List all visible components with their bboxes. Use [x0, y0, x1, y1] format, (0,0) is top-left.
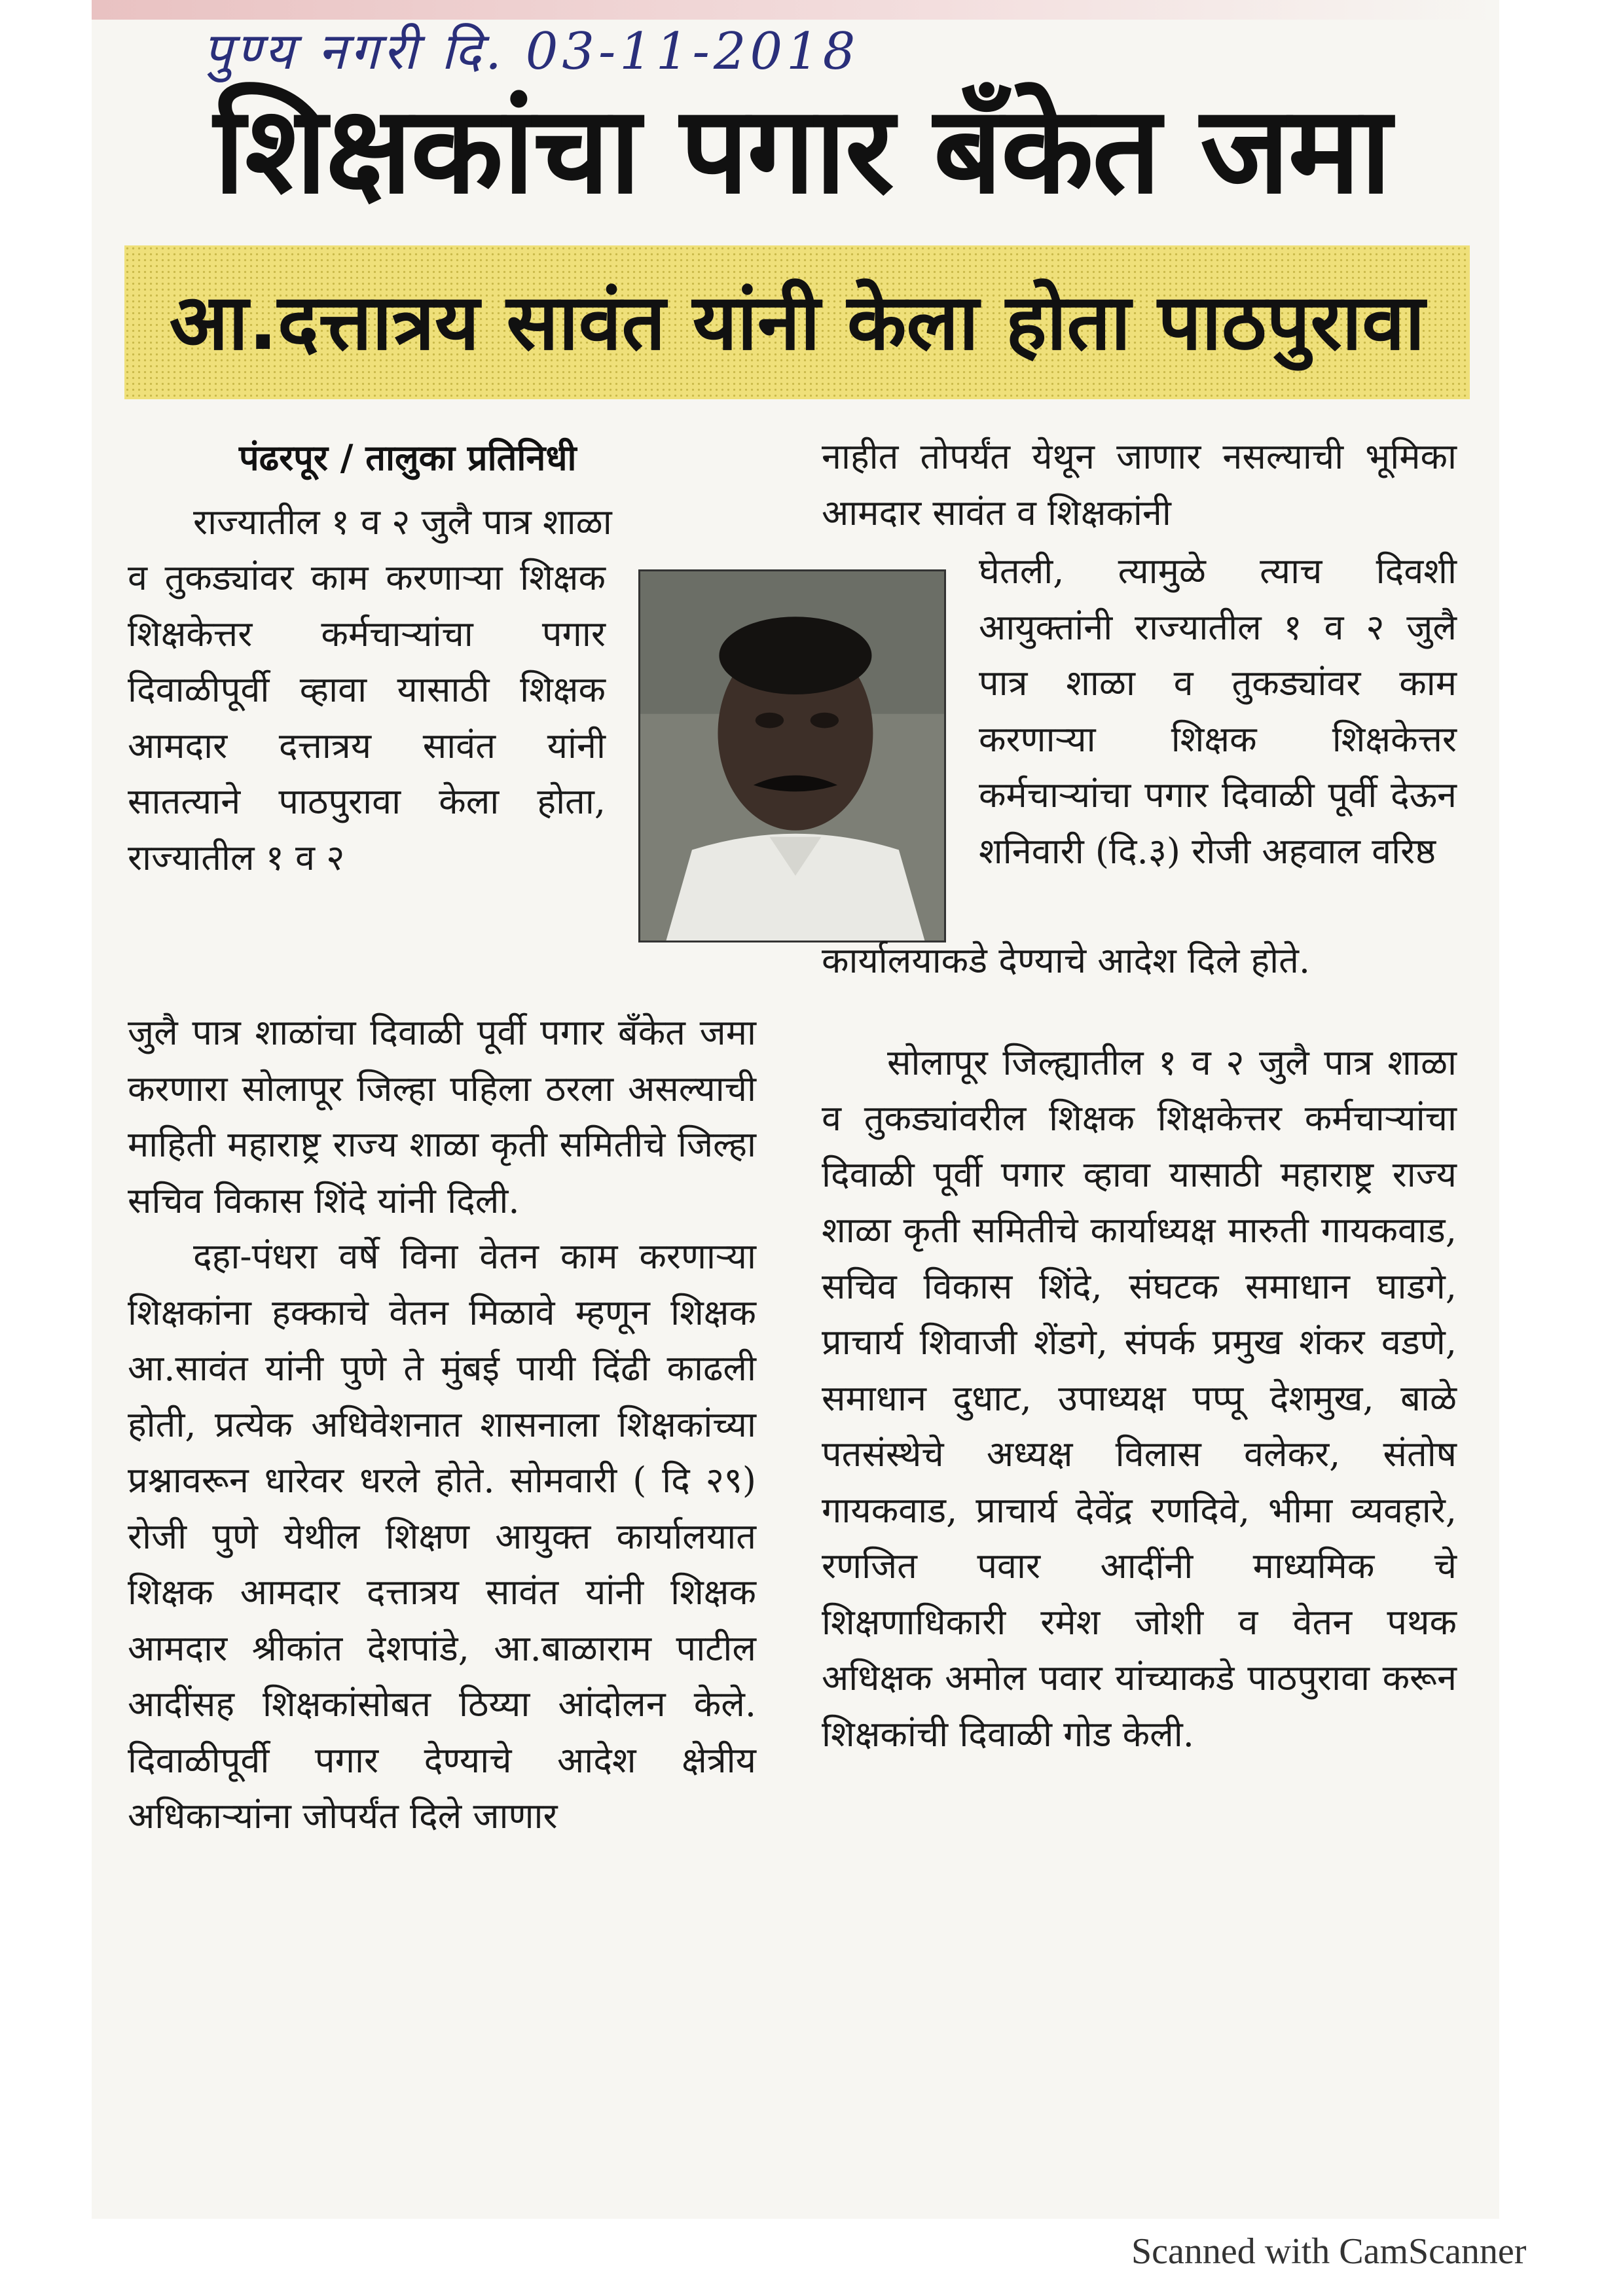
left-column-continuation: जुलै पात्र शाळांचा दिवाळी पूर्वी पगार बँकेत जमा करणारा सोलापूर जिल्हा पहिला ठरला असल्याची माहिती महाराष्ट्र राज्य शाळा कृती समितीचे जिल्हा सचिव विकास शिंदे यांनी दिली. — [128, 1012, 756, 1221]
article-headline: शिक्षकांचा पगार बँकेत जमा — [213, 81, 1391, 221]
scanner-watermark: Scanned with CamScanner — [1131, 2231, 1527, 2272]
left-column-intro: राज्यातील १ व २ जुलै पात्र शाळा — [193, 501, 612, 543]
left-column-paragraph-2: दहा-पंधरा वर्षे विना वेतन काम करणाऱ्या शिक्षकांना हक्काचे वेतन मिळावे म्हणून शिक्षक आ.सावंत यांनी पुणे ते मुंबई पायी दिंढी काढली होती, प्रत्येक अधिवेशनात शासनाला शिक्षकांच्या प्रश्नावरून धारेवर धरले होते. सोमवारी ( दि २९) रोजी पुणे येथील शिक्षण आयुक्त कार्यालयात शिक्षक आमदार दत्तात्रय सावंत यांनी शिक्षक आमदार श्रीकांत देशपांडे, आ.बाळाराम पाटील आदींसह शिक्षकांसोबत ठिय्या आंदोलन केले. दिवाळीपूर्वी पगार देण्याचे आदेश क्षेत्रीय अधिकाऱ्यांना जोपर्यंत दिले जाणार — [128, 1236, 756, 1837]
paragraph-gap — [822, 989, 1457, 1035]
subheadline-banner — [124, 245, 1470, 399]
left-column-beside-photo: व तुकड्यांवर काम करणाऱ्या शिक्षक शिक्षकेत्तर कर्मचाऱ्यांचा पगार दिवाळीपूर्वी व्हावा यासाठी शिक्षक आमदार दत्तात्रय सावंत यांनी सातत्याने पाठपुरावा केला होता, राज्यातील १ व २ — [128, 557, 606, 878]
right-column-body — [822, 933, 1457, 2183]
right-column-top: नाहीत तोपर्यंत येथून जाणार नसल्याची भूमिका आमदार सावंत व शिक्षकांनी — [822, 436, 1457, 533]
right-column-beside-photo: घेतली, त्यामुळे त्याच दिवशी आयुक्तांनी राज्यातील १ व २ जुलै पात्र शाळा व तुकड्यांवर काम करणाऱ्या शिक्षक शिक्षकेत्तर कर्मचाऱ्यांचा पगार दिवाळी पूर्वी देऊन शनिवारी (दि.३) रोजी अहवाल वरिष्ठ — [979, 550, 1457, 872]
right-column-paragraph-2: सोलापूर जिल्ह्यातील १ व २ जुलै पात्र शाळा व तुकड्यांवरील शिक्षक शिक्षकेत्तर कर्मचाऱ्यांचा दिवाळी पूर्वी पगार व्हावा यासाठी महाराष्ट्र राज्य शाळा कृती समितीचे कार्याध्यक्ष मारुती गायकवाड, सचिव विकास शिंदे, संघटक समाधान घाडगे, प्राचार्य शिवाजी शेंडगे, संपर्क प्रमुख शंकर वडणे, समाधान दुधाट, उपाध्यक्ष पप्पू देशमुख, बाळे पतसंस्थेचे अध्यक्ष विलास वलेकर, संतोष गायकवाड, प्राचार्य देवेंद्र रणदिवे, भीमा व्यवहारे, रणजित पवार आदींनी माध्यमिक चे शिक्षणाधिकारी रमेश जोशी व वेतन पथक अधिक्षक अमोल पवार यांच्याकडे पाठपुरावा करून शिक्षकांची दिवाळी गोड केली. — [822, 1041, 1457, 1755]
right-column-continuation: कार्यालयाकडे देण्याचे आदेश दिले होते. — [822, 940, 1311, 981]
person-photo-icon — [638, 569, 946, 942]
handwritten-source-note: पुण्य नगरी दि. 03-11-2018 — [203, 22, 860, 81]
subheadline-text: आ.दत्तात्रय सावंत यांनी केला होता पाठपुरावा — [169, 277, 1425, 367]
dateline: पंढरपूर / तालुका प्रतिनिधी — [239, 437, 577, 478]
left-column-body — [128, 1005, 756, 2196]
